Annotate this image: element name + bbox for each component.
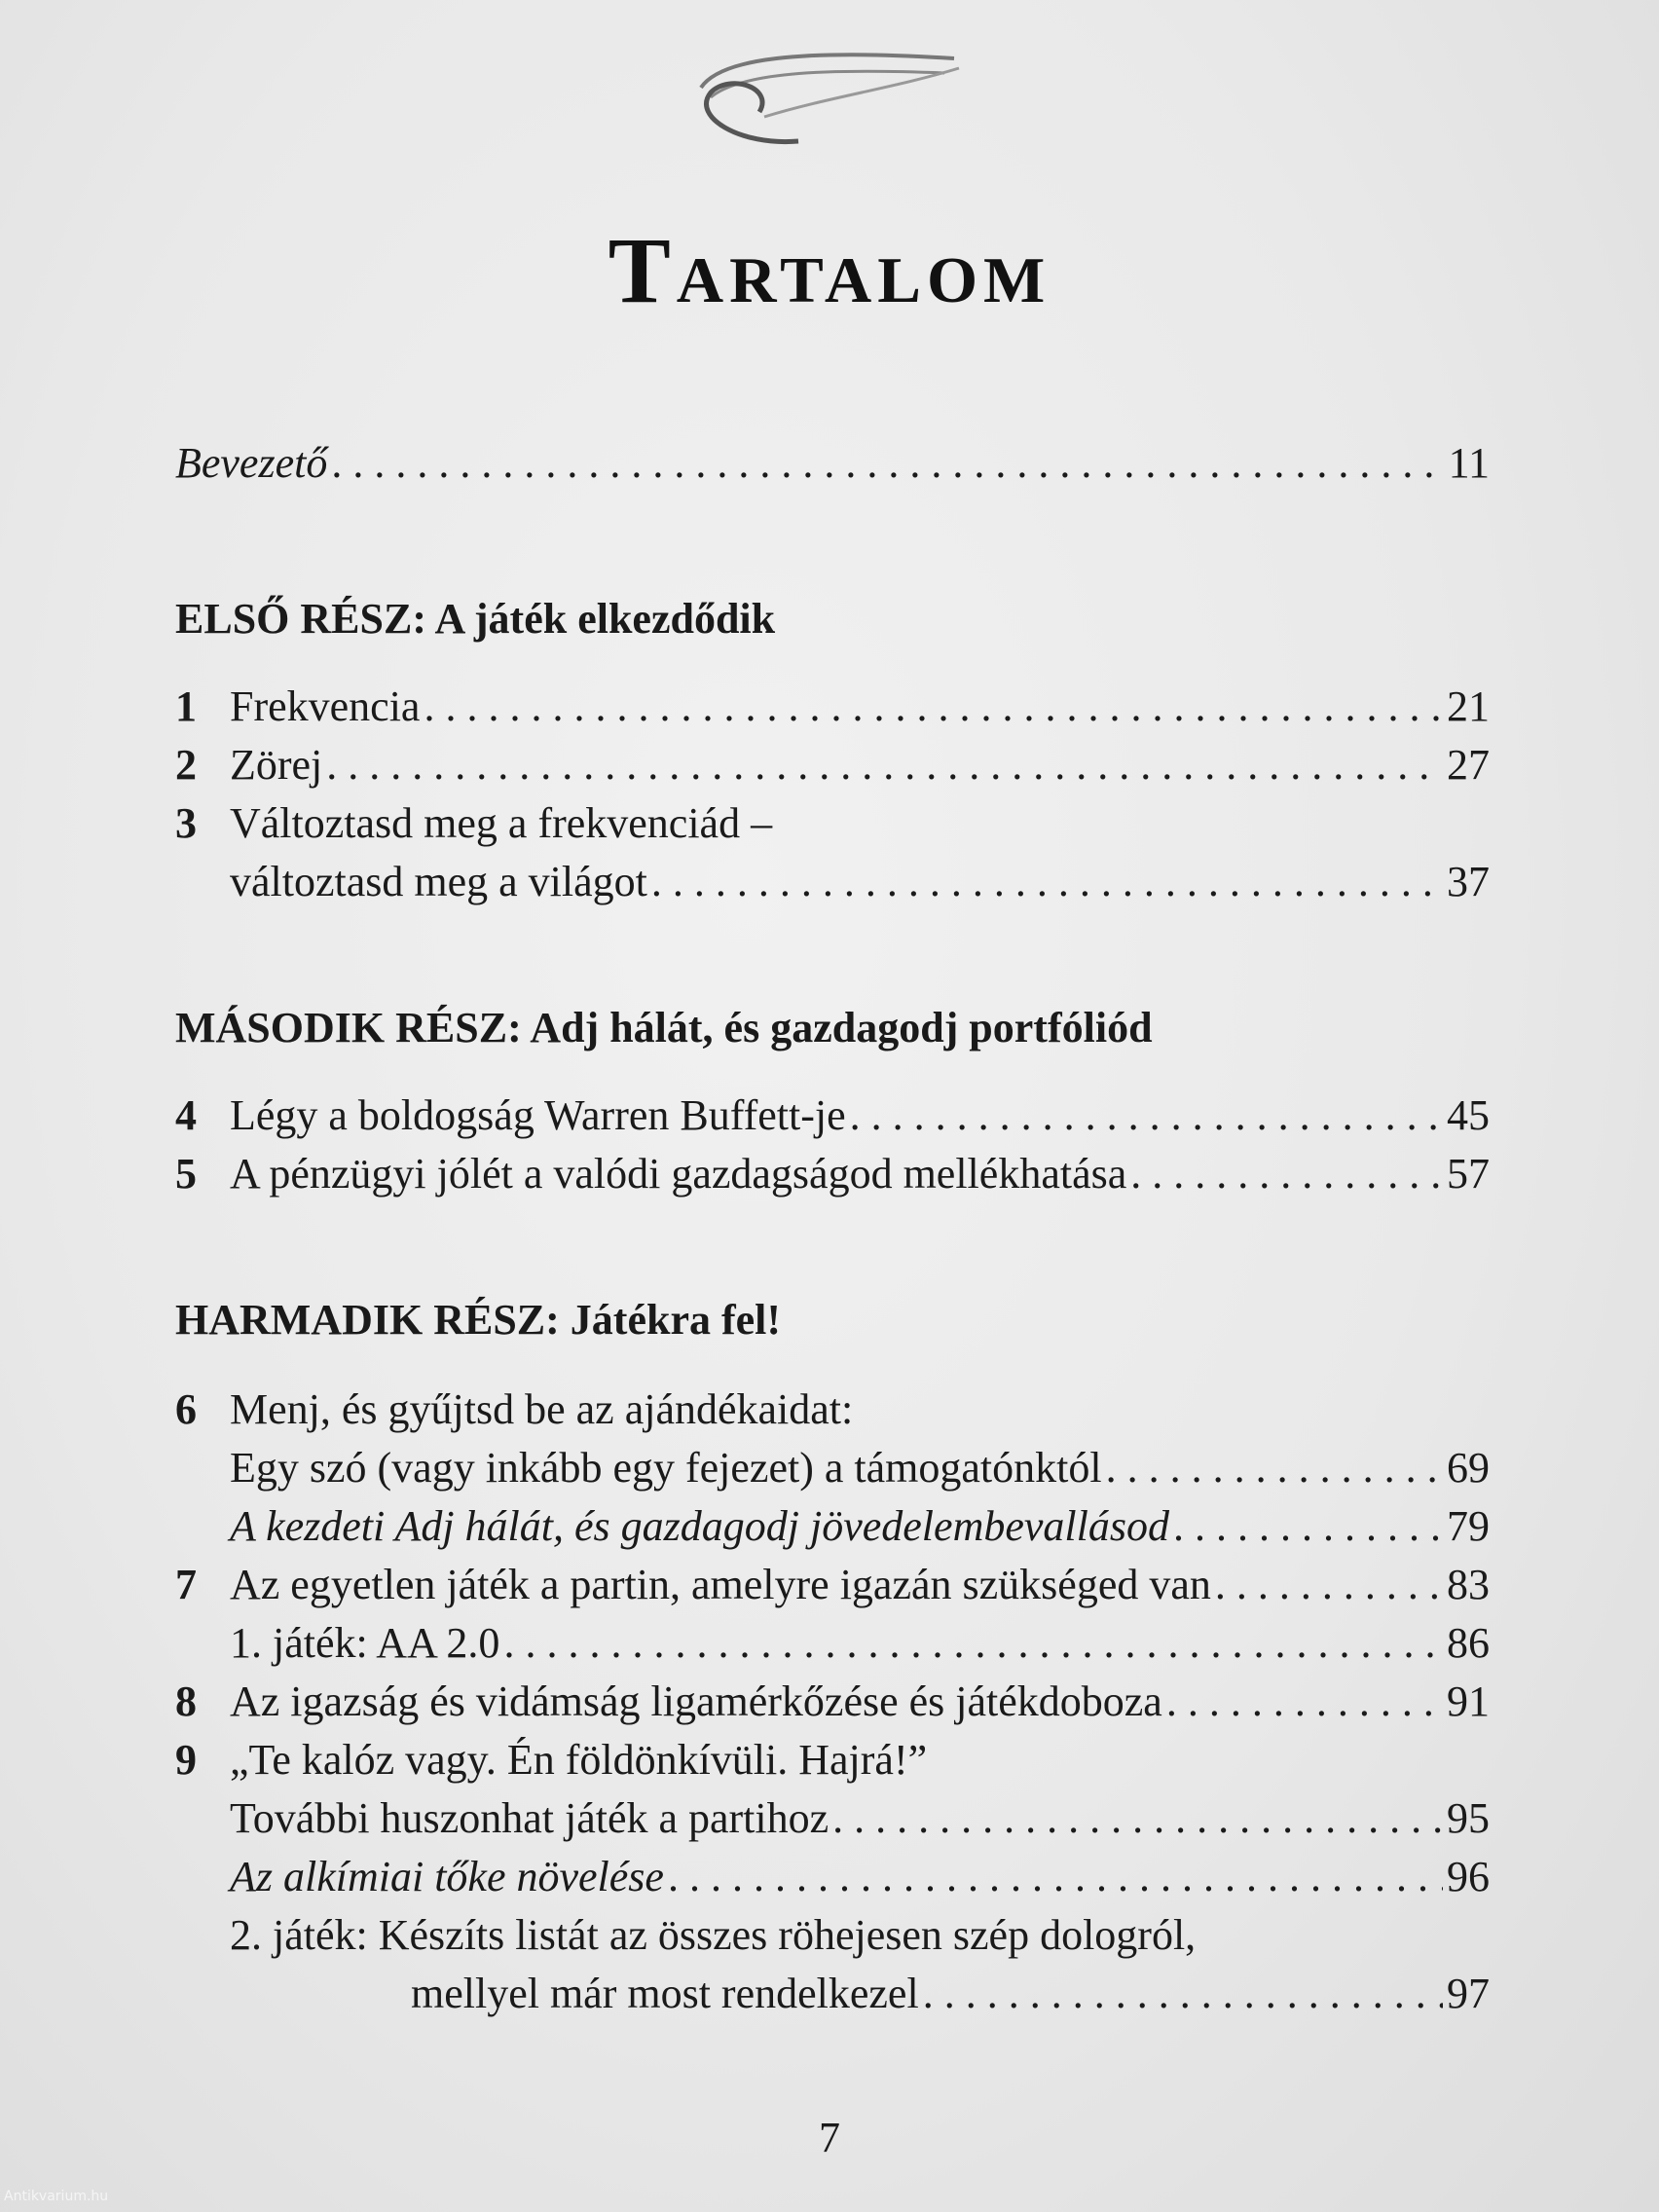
toc-entry-chapter-7[interactable] — [175, 1560, 1490, 1618]
leader-dots — [424, 682, 1443, 731]
chapter-number: 1 — [175, 682, 197, 730]
toc-entry-page: 11 — [1448, 439, 1490, 487]
toc-entry-chapter-8[interactable] — [175, 1677, 1490, 1735]
chapter-number: 3 — [175, 799, 197, 847]
page-title: Tartalom — [608, 218, 1051, 322]
leader-dots — [1166, 1677, 1443, 1726]
toc-entry-label: Az igazság és vidámság ligamérkőzése és játékdoboza — [230, 1677, 1162, 1725]
toc-entry-chapter-4[interactable] — [175, 1090, 1490, 1149]
part-heading-2: MÁSODIK RÉSZ: Adj hálát, és gazdagodj portfóliód — [175, 1004, 1153, 1051]
leader-dots — [331, 438, 1444, 488]
toc-entry-page: 86 — [1447, 1619, 1490, 1667]
chapter-number: 8 — [175, 1677, 197, 1725]
toc-entry-chapter-6-sub2[interactable] — [175, 1501, 1490, 1560]
chapter-number: 7 — [175, 1561, 197, 1608]
chapter-number: 9 — [175, 1736, 197, 1784]
leader-dots — [832, 1793, 1443, 1843]
leader-dots — [1173, 1501, 1443, 1551]
leader-dots — [326, 740, 1443, 790]
toc-entry-page: 21 — [1447, 682, 1490, 730]
toc-entry-chapter-3-line2[interactable] — [175, 857, 1490, 915]
flourish-ornament-icon — [682, 19, 974, 156]
toc-entry-intro[interactable] — [175, 438, 1490, 497]
chapter-number: 2 — [175, 741, 197, 789]
toc-entry-page: 96 — [1447, 1853, 1490, 1900]
leader-dots — [668, 1852, 1443, 1901]
toc-entry-page: 37 — [1447, 858, 1490, 905]
toc-entry-game-2-line2[interactable] — [175, 1969, 1490, 2027]
toc-entry-label: Bevezető — [175, 439, 328, 487]
toc-entry-page: 79 — [1447, 1502, 1490, 1550]
toc-entry-label: Az egyetlen játék a partin, amelyre igazán szükséged van — [230, 1561, 1211, 1608]
toc-entry-page: 57 — [1447, 1150, 1490, 1198]
toc-entry-page: 27 — [1447, 741, 1490, 789]
page-number: 7 — [819, 2114, 840, 2161]
toc-entry-game-2-line1[interactable] — [175, 1910, 1490, 1969]
toc-entry-label: változtasd meg a világot — [230, 858, 647, 905]
toc-entry-chapter-6-line1[interactable] — [175, 1384, 1490, 1443]
toc-entry-chapter-5[interactable] — [175, 1149, 1490, 1207]
leader-dots — [850, 1090, 1443, 1140]
toc-entry-page: 95 — [1447, 1794, 1490, 1842]
toc-entry-label: További huszonhat játék a partihoz — [230, 1794, 830, 1842]
toc-entry-label: Frekvencia — [230, 682, 421, 730]
part-heading-1: ELSŐ RÉSZ: A játék elkezdődik — [175, 595, 776, 643]
toc-entry-chapter-1[interactable] — [175, 682, 1490, 740]
toc-entry-chapter-9-sub1[interactable] — [175, 1793, 1490, 1852]
toc-entry-label: A kezdeti Adj hálát, és gazdagodj jövedelembevallásod — [230, 1502, 1169, 1550]
leader-dots — [923, 1969, 1443, 2018]
toc-entry-page: 69 — [1447, 1444, 1490, 1492]
leader-dots — [1215, 1560, 1443, 1609]
chapter-number: 5 — [175, 1150, 197, 1198]
toc-entry-chapter-9-sub2[interactable] — [175, 1852, 1490, 1910]
part-heading-3: HARMADIK RÉSZ: Játékra fel! — [175, 1296, 782, 1344]
leader-dots — [1130, 1149, 1443, 1198]
toc-entry-label: A pénzügyi jólét a valódi gazdagságod mellékhatása — [230, 1150, 1127, 1198]
toc-entry-label: mellyel már most rendelkezel — [411, 1970, 919, 2017]
toc-entry-label: Az alkímiai tőke növelése — [230, 1853, 664, 1900]
leader-dots — [503, 1618, 1443, 1668]
toc-entry-page: 91 — [1447, 1677, 1490, 1725]
toc-entry-chapter-6-sub1[interactable] — [175, 1443, 1490, 1501]
toc-entry-label: Légy a boldogság Warren Buffett-je — [230, 1091, 846, 1139]
site-watermark: Antikvarium.hu — [4, 2189, 109, 2204]
toc-entry-label: Zörej — [230, 741, 323, 789]
toc-entry-label: 1. játék: AA 2.0 — [230, 1619, 500, 1667]
toc-entry-label: Menj, és gyűjtsd be az ajándékaidat: — [230, 1385, 854, 1433]
ghost-line — [1149, 0, 1659, 60]
chapter-number: 4 — [175, 1091, 197, 1139]
toc-entry-chapter-2[interactable] — [175, 740, 1490, 798]
leader-dots — [1106, 1443, 1443, 1493]
toc-entry-label: Egy szó (vagy inkább egy fejezet) a támogatónktól — [230, 1444, 1102, 1492]
chapter-number: 6 — [175, 1385, 197, 1433]
toc-entry-chapter-9-line1[interactable] — [175, 1735, 1490, 1793]
toc-entry-chapter-3-line1[interactable] — [175, 798, 1490, 857]
toc-entry-page: 97 — [1447, 1970, 1490, 2017]
toc-entry-page: 83 — [1447, 1561, 1490, 1608]
toc-entry-game-1[interactable] — [175, 1618, 1490, 1677]
toc-entry-label: 2. játék: Készíts listát az összes röhejesen szép dologról, — [230, 1911, 1197, 1959]
toc-entry-page: 45 — [1447, 1091, 1490, 1139]
toc-entry-label: Változtasd meg a frekvenciád – — [230, 799, 773, 847]
toc-entry-label: „Te kalóz vagy. Én földönkívüli. Hajrá!” — [230, 1736, 928, 1784]
leader-dots — [651, 857, 1443, 906]
